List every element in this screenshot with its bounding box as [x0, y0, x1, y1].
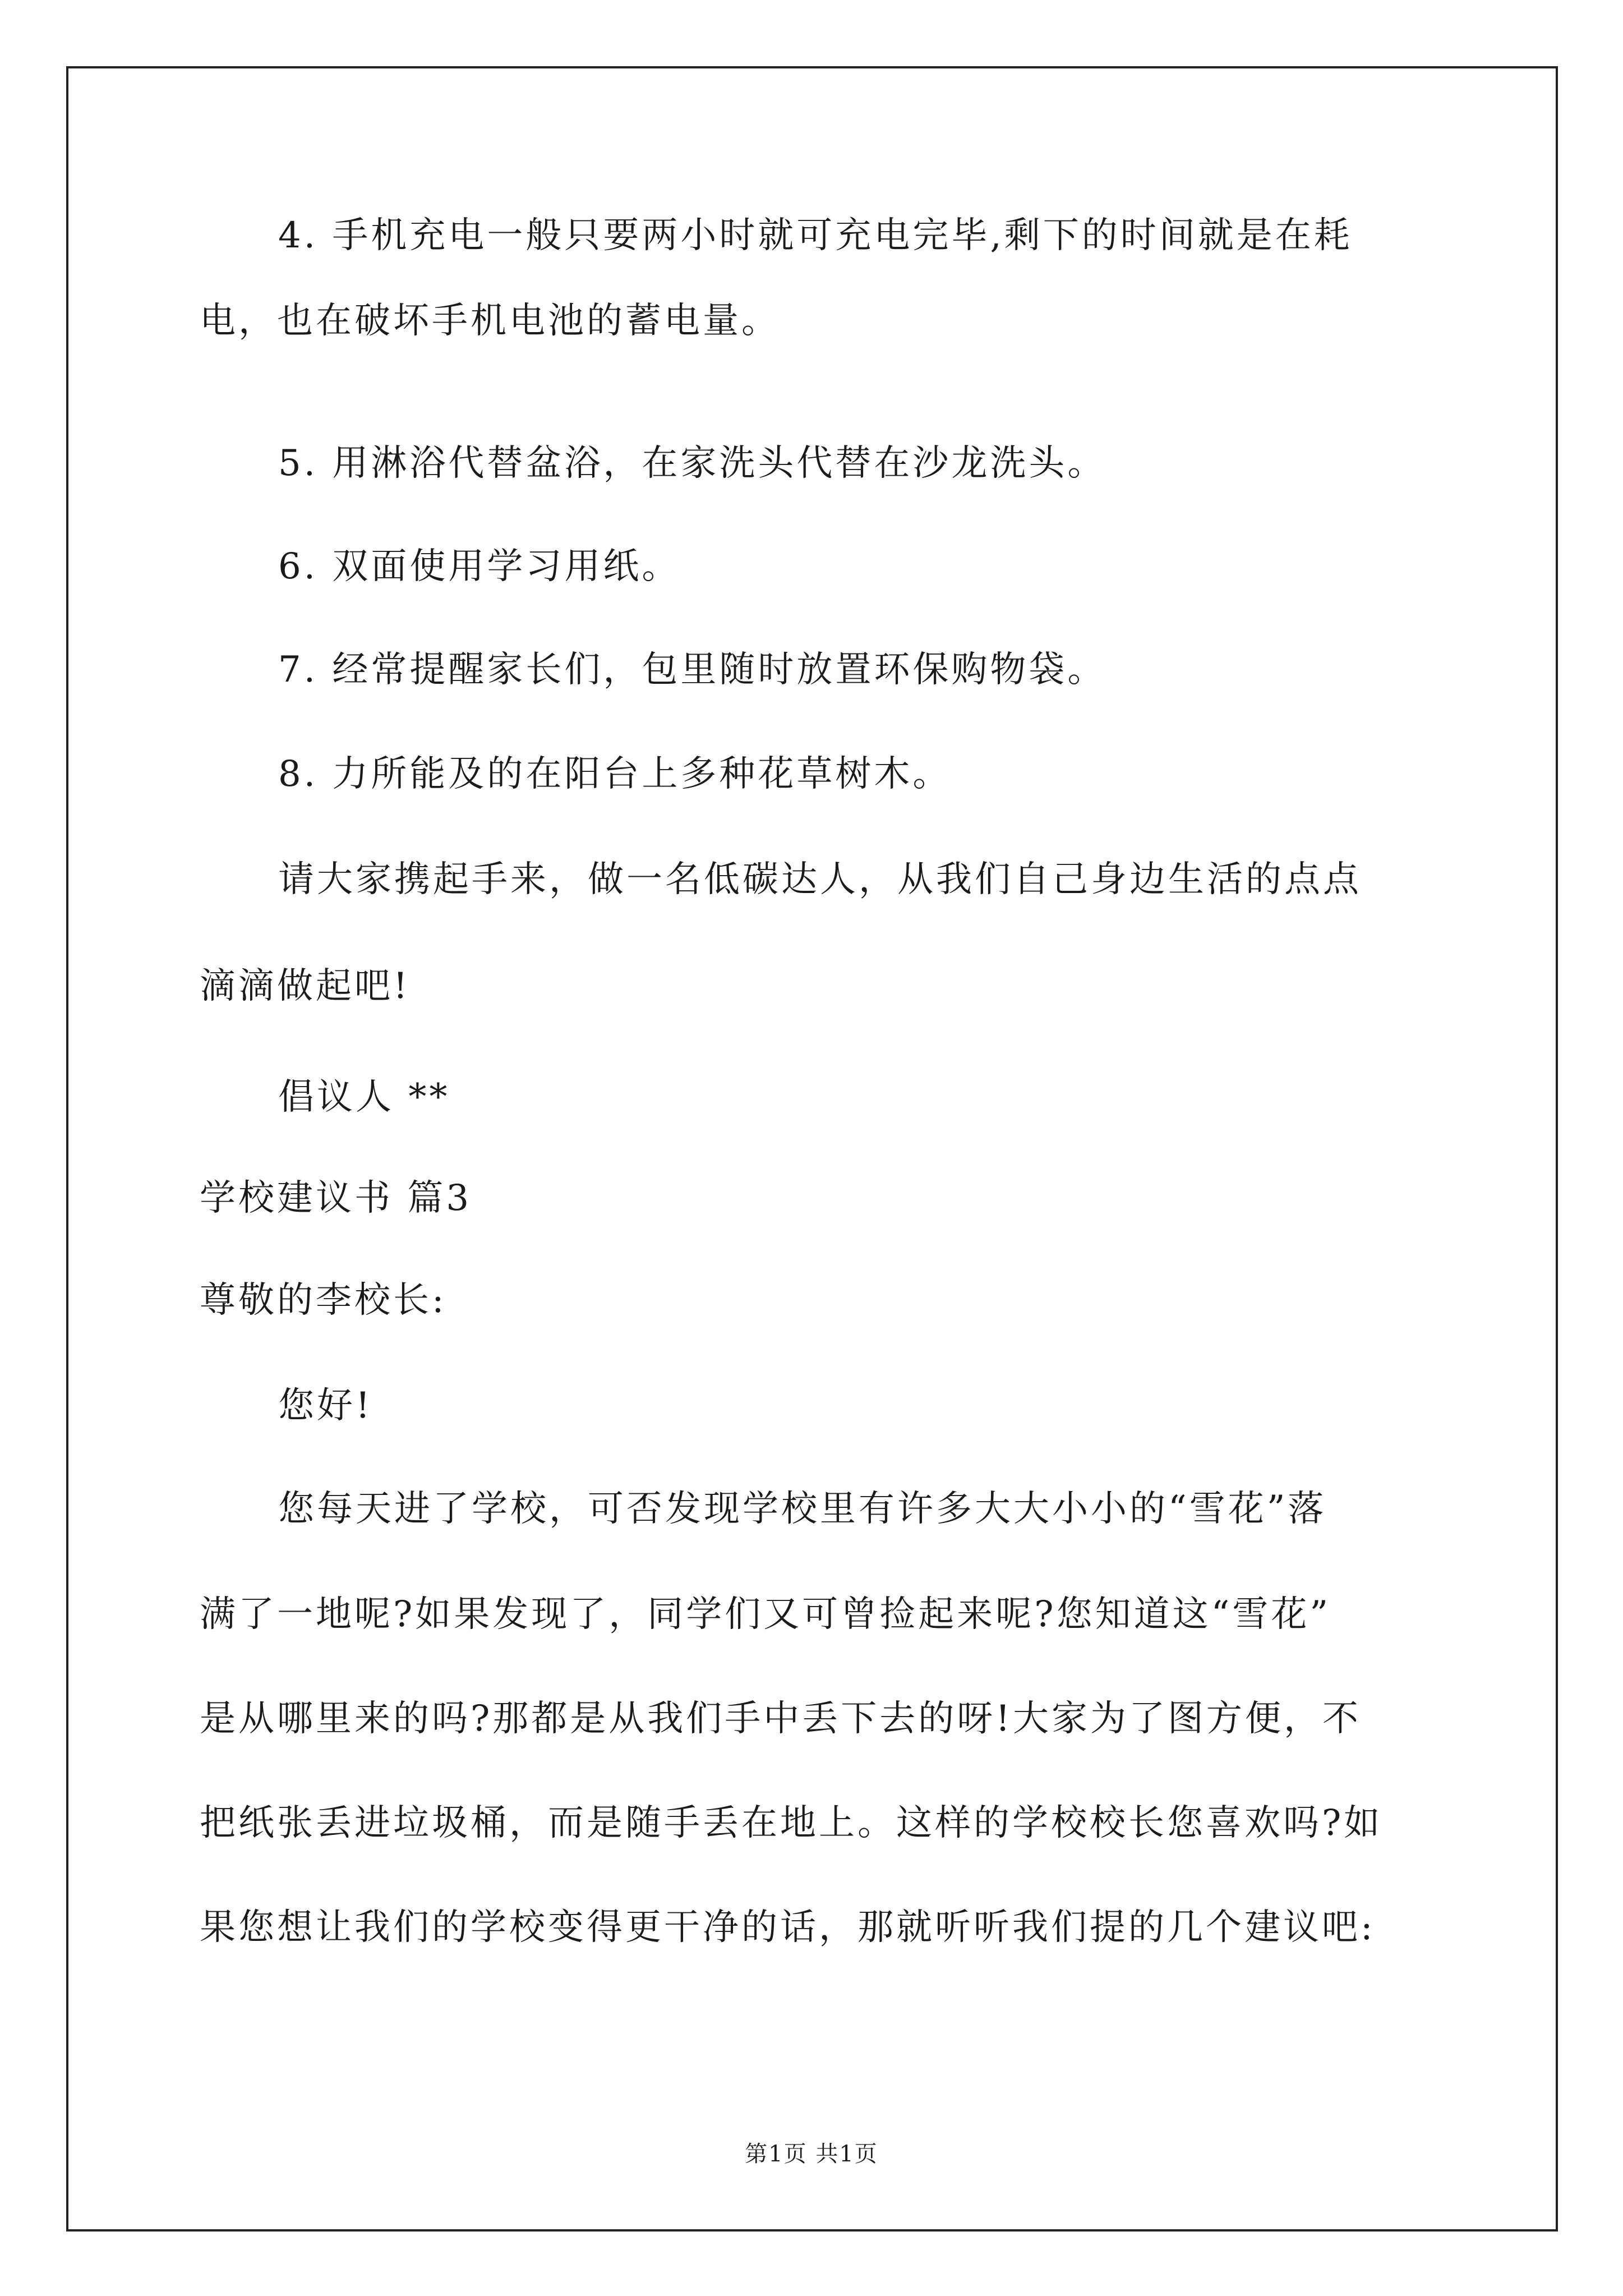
paragraph-line: 滴滴做起吧! — [200, 965, 411, 1007]
section-heading: 学校建议书 篇3 — [200, 1177, 472, 1219]
paragraph-line: 请大家携起手来，做一名低碳达人，从我们自己身边生活的点点 — [278, 859, 1362, 900]
paragraph-line: 果您想让我们的学校变得更干净的话，那就听听我们提的几个建议吧: — [200, 1907, 1376, 1948]
salutation: 尊敬的李校长: — [200, 1280, 447, 1321]
paragraph-line: 7. 经常提醒家长们，包里随时放置环保购物袋。 — [278, 649, 1106, 691]
signature-line: 倡议人 ** — [278, 1076, 450, 1118]
paragraph-line: 您每天进了学校，可否发现学校里有许多大大小小的“雪花”落 — [278, 1488, 1327, 1530]
greeting: 您好! — [278, 1385, 373, 1427]
paragraph-line: 把纸张丢进垃圾桶，而是随手丢在地上。这样的学校校长您喜欢吗?如 — [200, 1802, 1383, 1844]
paragraph-line: 电，也在破坏手机电池的蓄电量。 — [200, 300, 780, 342]
paragraph-line: 满了一地呢?如果发现了，同学们又可曾捡起来呢?您知道这“雪花” — [200, 1594, 1331, 1635]
paragraph-line: 6. 双面使用学习用纸。 — [278, 546, 681, 587]
paragraph-line: 5. 用淋浴代替盆浴，在家洗头代替在沙龙洗头。 — [278, 443, 1106, 484]
paragraph-line: 4. 手机充电一般只要两小时就可充电完毕,剩下的时间就是在耗 — [278, 215, 1353, 256]
paragraph-line: 8. 力所能及的在阳台上多种花草树木。 — [278, 753, 952, 795]
page-footer: 第1页 共1页 — [745, 2141, 878, 2167]
paragraph-line: 是从哪里来的吗?那都是从我们手中丢下去的呀!大家为了图方便，不 — [200, 1698, 1362, 1740]
